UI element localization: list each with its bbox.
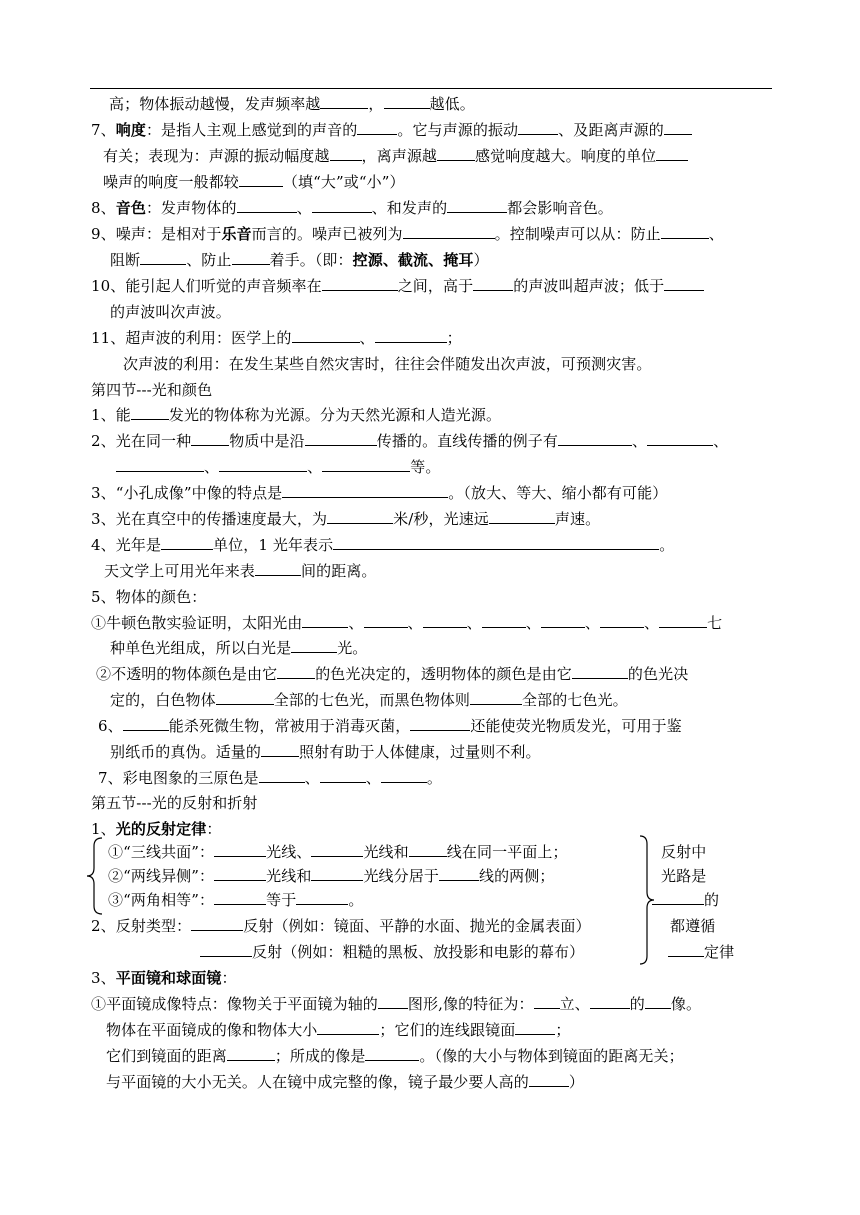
text-line: 它们到镜面的距离 ；所成的像是 。（像的大小与物体到镜面的距离无关； — [106, 1047, 684, 1065]
section-heading: 第四节---光和颜色 — [91, 381, 213, 399]
text-line: 3、光在真空中的传播速度最大，为 米/秒，光速远 声速。 — [91, 510, 601, 528]
header-rule — [90, 88, 772, 89]
text-line: 别纸币的真伪。适量的 照射有助于人体健康，过量则不利。 — [110, 743, 541, 761]
side-note: 都遵循 — [670, 917, 716, 935]
text-line: 3、平面镜和球面镜： — [91, 969, 237, 987]
text-line: 3、“小孔成像”中像的特点是 。（放大、等大、缩小都有可能） — [91, 484, 668, 502]
text-line: 次声波的利用：在发生某些自然灾害时，往往会伴随发出次声波，可预测灾害。 — [123, 355, 652, 373]
text-line: 8、音色：发声物体的 、 、和发声的 都会影响音色。 — [91, 199, 613, 217]
left-brace-icon — [84, 836, 106, 916]
text-line: ①平面镜成像特点：像物关于平面镜为轴的 图形,像的特征为： 立、 的 像。 — [91, 995, 702, 1013]
text-line: 1、光的反射定律： — [91, 820, 222, 838]
section-heading: 第五节---光的反射和折射 — [91, 794, 258, 812]
text-line: 10、能引起人们听觉的声音频率在 之间，高于 的声波叫超声波；低于 — [91, 276, 704, 296]
text-line: 高；物体振动越慢，发声频率越 ， 越低。 — [109, 95, 475, 113]
text-line: 有关；表现为：声源的振动幅度越 ，离声源越 感觉响度越大。响度的单位 — [103, 146, 688, 166]
text-line: 5、物体的颜色： — [91, 588, 207, 606]
text-line: 2、反射类型： 反射（例如：镜面、平静的水面、抛光的金属表面） — [91, 917, 591, 935]
side-note: 定律 — [668, 942, 734, 962]
text-line: ②不透明的物体颜色是由它 的色光决定的，透明物体的颜色是由它 的色光决 — [96, 665, 689, 683]
text-line: 天文学上可用光年来表 间的距离。 — [104, 562, 377, 580]
text-line: 、 、 等。 — [116, 457, 440, 477]
text-line: 噪声的响度一般都较 （填“大”或“小”） — [103, 173, 405, 191]
text-line: ③“两角相等”： 等于 。 — [108, 891, 364, 909]
text-line: ①牛顿色散实验证明，太阳光由 、 、 、 、 、 、 七 — [91, 614, 723, 632]
side-note: 的 — [652, 890, 719, 910]
text-line: 种单色光组成，所以白光是 光。 — [110, 639, 368, 657]
text-line: 定的，白色物体 全部的七色光，而黑色物体则 全部的七色光。 — [110, 691, 628, 709]
text-line: 物体在平面镜成的像和物体大小 ；它们的连线跟镜面 ； — [106, 1021, 571, 1039]
text-line: 反射（例如：粗糙的黑板、放投影和电影的幕布） — [200, 942, 584, 962]
text-line: 的声波叫次声波。 — [110, 303, 231, 321]
text-line: 2、光在同一种 物质中是沿 传播的。直线传播的例子有 、 、 — [91, 432, 729, 450]
text-line: 与平面镜的大小无关。人在镜中成完整的像，镜子最少要人高的 ） — [106, 1073, 584, 1091]
text-line: 4、光年是 单位，1 光年表示 。 — [91, 536, 675, 554]
text-line: 7、响度：是指人主观上感觉到的声音的 。它与声源的振动 、及距离声源的 — [91, 120, 692, 140]
text-line: 阻断 、防止 着手。（即：控源、截流、掩耳） — [110, 251, 489, 269]
text-line: 1、能 发光的物体称为光源。分为天然光源和人造光源。 — [91, 406, 502, 424]
text-line: ①“三线共面”： 光线、 光线和 线在同一平面上； — [108, 843, 568, 861]
side-note: 光路是 — [661, 867, 707, 885]
text-line: 11、超声波的利用：医学上的 、 ； — [91, 329, 462, 347]
text-line: 6、 能杀死微生物，常被用于消毒灭菌， 还能使荧光物质发光，可用于鉴 — [98, 717, 682, 735]
side-note: 反射中 — [661, 843, 707, 861]
text-line: 9、噪声：是相对于乐音而言的。噪声已被列为 。控制噪声可以从：防止 、 — [91, 225, 724, 243]
text-line: ②“两线异侧”： 光线和 光线分居于 线的两侧； — [108, 867, 555, 885]
text-line: 7、彩电图象的三原色是 、 、 。 — [98, 769, 442, 787]
